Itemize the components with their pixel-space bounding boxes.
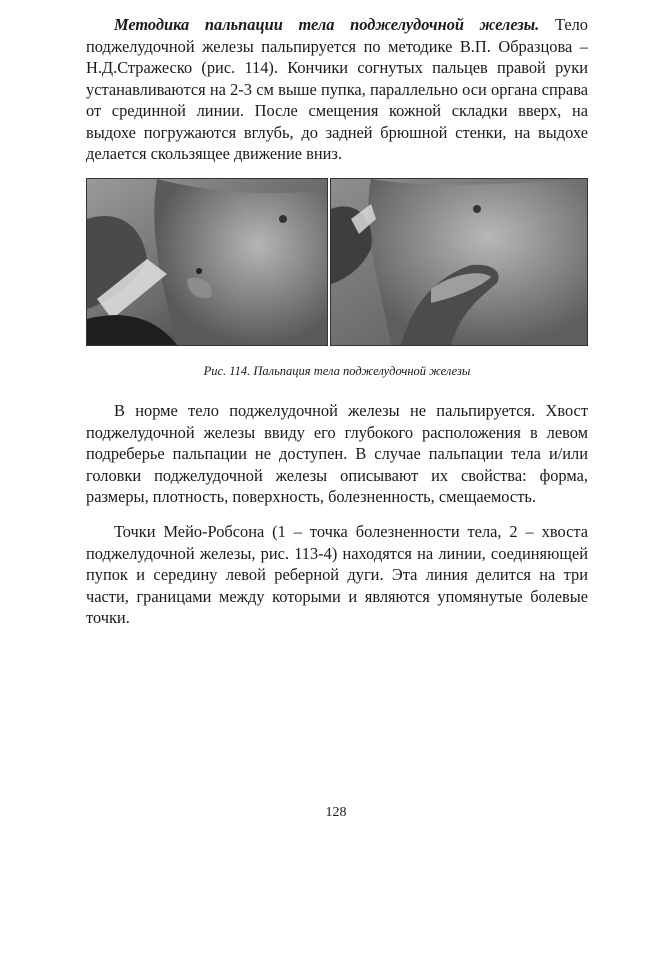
paragraph-text — [86, 14, 588, 165]
paragraph-mayo-robson-points — [86, 521, 588, 629]
figure-caption — [86, 364, 588, 379]
photo-right-image — [331, 179, 587, 345]
photo-palpation-left — [86, 178, 328, 346]
paragraph-text: В норме тело поджелудочной железы не пальпируется. Хвост поджелудочной железы ввиду его глубокого расположения в левом подреберье пальпации не доступен. В случае пальпации тела и/или головки поджелудочной железы описывают их свойства: форма, размеры, плотность, поверхность, болезненность, смещаемость. — [86, 401, 588, 506]
photo-palpation-right — [330, 178, 588, 346]
paragraph-body: Тело поджелудочной железы пальпируется по методике В.П. Образцова – Н.Д.Стражеско (рис. 114). Кончики согнутых пальцев правой руки устанавливаются на 2-3 см выше пупка, параллельно оси органа справа от срединной линии. После смещения кожной складки вверх, на выдохе погружаются вглубь, до задней брюшной стенки, на выдохе делается скользящее движение вниз. — [86, 15, 589, 163]
figure-114 — [86, 178, 588, 346]
paragraph-text: Точки Мейо-Робсона (1 – точка болезненности тела, 2 – хвоста поджелудочной железы, рис. 113-4) находятся на линии, соединяющей пупок и середину левой реберной дуги. Эта линия делится на три части, границами между которыми и являются упомянутые болевые точки. — [86, 522, 588, 627]
section-heading-inline: Методика пальпации тела поджелудочной железы. — [114, 15, 540, 34]
paragraph-normal-findings — [86, 400, 588, 508]
figure-caption-label: Рис. 114. — [203, 364, 251, 378]
paragraph-palpation-method — [86, 14, 588, 165]
page-number: 128 — [325, 805, 347, 820]
photo-left-image — [87, 179, 327, 345]
figure-caption-text: Пальпация тела поджелудочной железы — [250, 364, 471, 378]
